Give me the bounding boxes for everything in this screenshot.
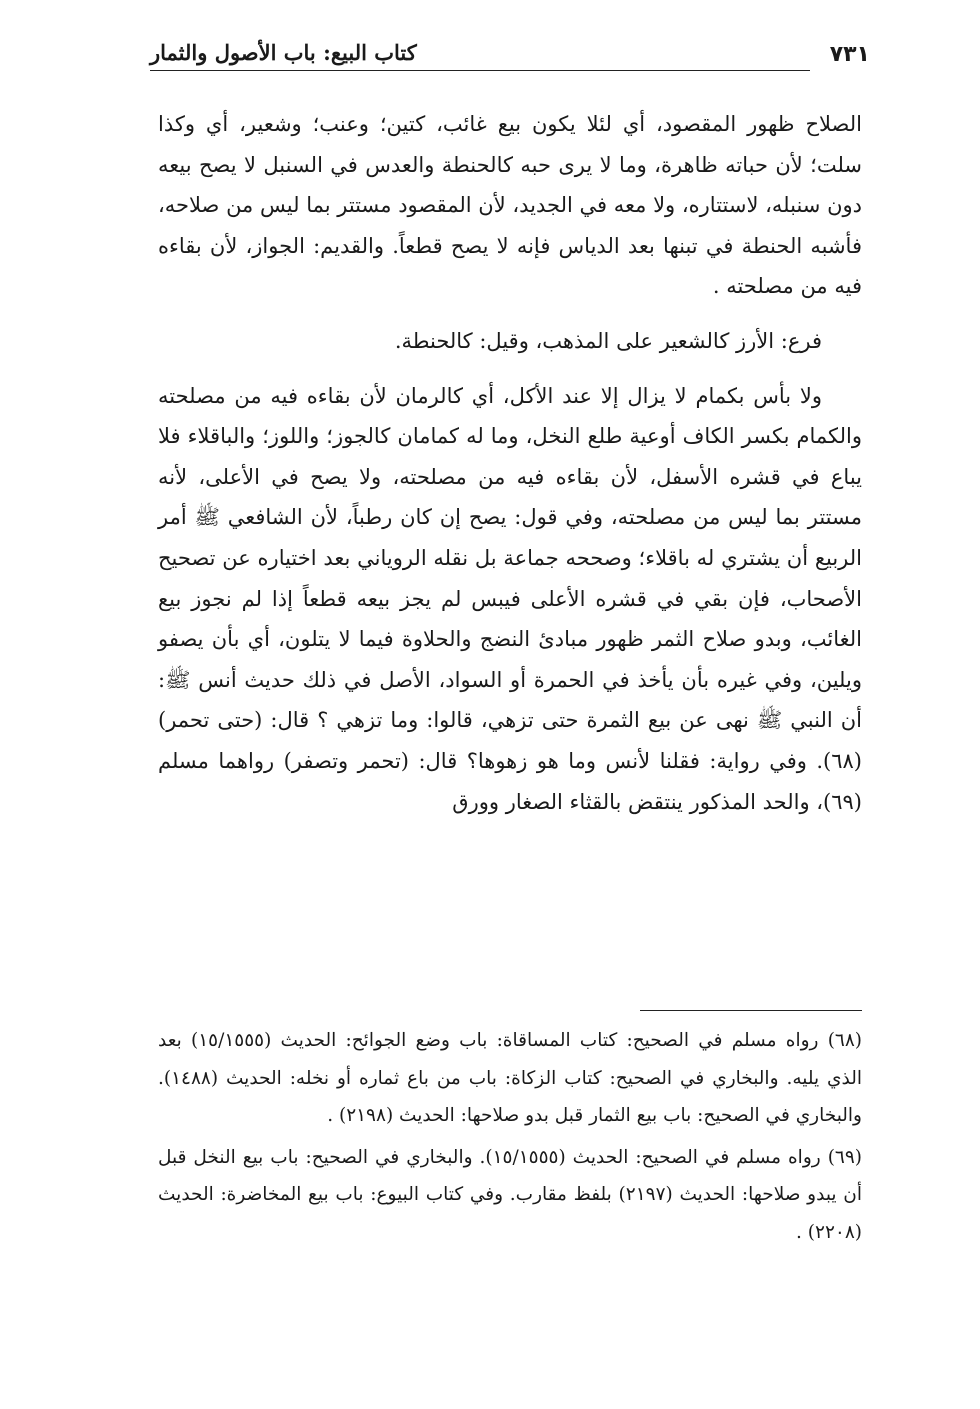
- page-number: ٧٣١: [829, 42, 870, 67]
- paragraph-kimam: ولا بأس بكمام لا يزال إلا عند الأكل، أي كالرمان لأن بقاءه فيه من مصلحته والكمام بكسر الكاف أوعية طلع النخل، وما له كمامان كالجوز؛ واللوز؛ والباقلاء فلا يباع في قشره الأسفل، لأن بقاءه فيه من مصلحته، ولا يصح في الأعلى، لأنه مستتر بما ليس من مصلحته، وفي قول: يصح إن كان رطباً، لأن الشافعي ﷺ أمر الربيع أن يشتري له باقلاء؛ وصححه جماعة بل نقله الروياني بعد اختياره عن تصحيح الأصحاب، فإن بقي في قشره الأعلى فيبس لم يجز بيعه قطعاً إذا لم نجوز بيع الغائب، وبدو صلاح الثمر ظهور مبادئ النضج والحلاوة فيما لا يتلون، أي بأن يصفو ويلين، وفي غيره بأن يأخذ في الحمرة أو السواد، الأصل في ذلك حديث أنس ﷺ: أن النبي ﷺ نهى عن بيع الثمرة حتى تزهي، قالوا: وما تزهي ؟ قال: (حتى تحمر) (٦٨). وفي رواية: فقلنا لأنس وما هو زهوها؟ قال: (تحمر وتصفر) رواهما مسلم (٦٩)، والحد المذكور ينتقض بالقثاء الصغار وورق: [158, 383, 862, 814]
- paragraph-continuation: الصلاح ظهور المقصود، أي لئلا يكون بيع غائب، كتين؛ وعنب؛ وشعير، أي وكذا سلت؛ لأن حباته ظاهرة، وما لا يرى حبه كالحنطة والعدس في السنبل لا يصح بيعه دون سنبله، لاستتاره، ولا معه في الجديد، لأن المقصود مستتر بما ليس من صلاحه، فأشبه الحنطة في تبنها بعد الدياس فإنه لا يصح قطعاً. والقديم: الجواز، لأن بقاءه فيه من مصلحته .: [158, 112, 862, 299]
- footnote-marker: (٦٩): [827, 1146, 863, 1168]
- footnote-rule: [640, 1010, 862, 1011]
- main-text: [158, 104, 862, 822]
- footnote-marker: (٦٨): [827, 1030, 862, 1051]
- footnote-text: رواه مسلم في الصحيح: كتاب المساقاة: باب وضع الجوائح: الحديث (١٥/١٥٥٥) بعد الذي يليه. والبخاري في الصحيح: كتاب الزكاة: باب من باع ثماره أو نخله: الحديث (١٤٨٨). والبخاري في الصحيح: باب بيع الثمار قبل بدو صلاحها: الحديث (٢١٩٨) .: [158, 1030, 862, 1126]
- footnote-68: [158, 1022, 862, 1135]
- paragraph-branch-note: فرع: الأرز كالشعير على المذهب، وقيل: كالحنطة.: [394, 328, 822, 353]
- footnote-text: رواه مسلم في الصحيح: الحديث (١٥/١٥٥٥). والبخاري في الصحيح: باب بيع النخل قبل أن يبدو صلاحها: الحديث (٢١٩٧) بلفظ مقارب. وفي كتاب البيوع: باب بيع المخاضرة: الحديث (٢٢٠٨) .: [158, 1146, 862, 1243]
- running-title: كتاب البيع: باب الأصول والثمار: [150, 40, 417, 65]
- footnote-69: [158, 1139, 862, 1252]
- page-header: [150, 38, 870, 78]
- footnotes: [158, 1022, 862, 1255]
- header-rule: [150, 70, 810, 71]
